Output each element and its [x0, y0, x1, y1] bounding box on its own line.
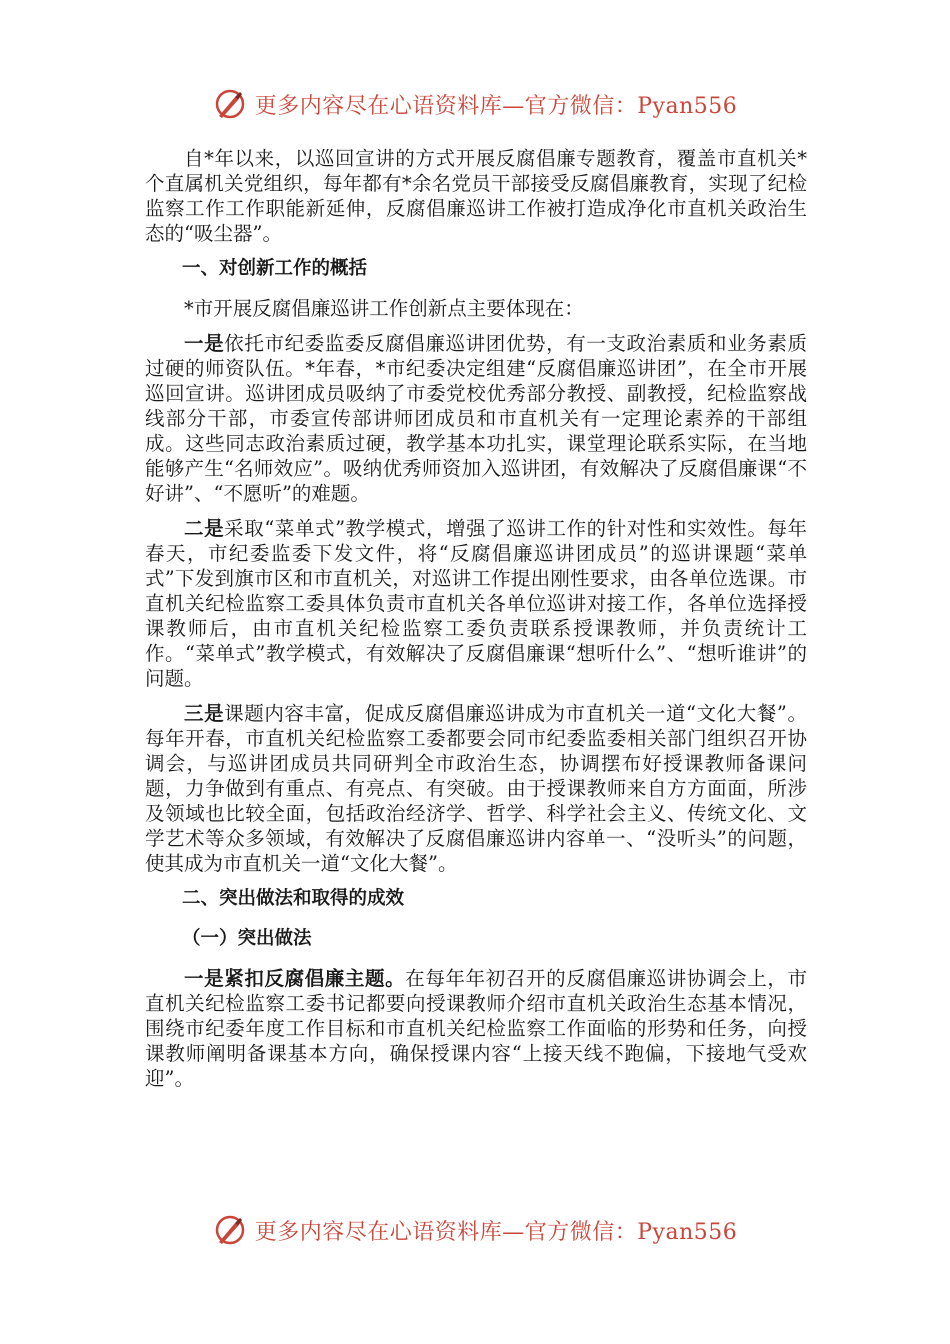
intro-paragraph: 自*年以来，以巡回宣讲的方式开展反腐倡廉专题教育，覆盖市直机关*个直属机关党组织，每年都有*余名党员干部接受反腐倡廉教育，实现了纪检监察工作工作职能新延伸，反腐倡廉巡讲工作被打造成净化市直机关政治生态的“吸尘器”。: [145, 147, 807, 245]
point-text-1: 依托市纪委监委反腐倡廉巡讲团优势，有一支政治素质和业务素质过硬的师资队伍。*年春，*市纪委决定组建“反腐倡廉巡讲团”，在全市开展巡回宣讲。巡讲团成员吸纳了市委党校优秀部分教授、副教授，纪检监察战线部分干部，市委宣传部讲师团成员和市直机关有一定理论素养的干部组成。这些同志政治素质过硬，教学基本功扎实，课堂理论联系实际，在当地能够产生“名师效应”。吸纳优秀师资加入巡讲团，有效解决了反腐倡廉课“不好讲”、“不愿听”的难题。: [145, 332, 807, 505]
pen-stroke-logo-icon: [213, 87, 247, 121]
point-lead-4: 一是紧扣反腐倡廉主题。: [184, 967, 406, 990]
banner-text: 更多内容尽在心语资料库—官方微信：Pyan556: [254, 1219, 738, 1245]
point-paragraph-4: [145, 966, 807, 1091]
subsection-heading-1: （一）突出做法: [182, 928, 312, 949]
section-heading-2: 二、突出做法和取得的成效: [182, 888, 405, 909]
point-lead-1: 一是: [184, 332, 225, 355]
banner-text: 更多内容尽在心语资料库—官方微信：Pyan556: [254, 93, 738, 119]
point-text-3: 课题内容丰富，促成反腐倡廉巡讲成为市直机关一道“文化大餐”。每年开春，市直机关纪检监察工委都要会同市纪委监委相关部门组织召开协调会，与巡讲团成员共同研判全市政治生态，协调摆布好授课教师备课问题，力争做到有重点、有亮点、有突破。由于授课教师来自方方面面，所涉及领域也比较全面，包括政治经济学、哲学、科学社会主义、传统文化、文学艺术等众多领域，有效解决了反腐倡廉巡讲内容单一、“没听头”的问题，使其成为市直机关一道“文化大餐”。: [145, 702, 807, 875]
section-heading-1: 一、对创新工作的概括: [182, 258, 368, 279]
point-lead-3: 三是: [184, 702, 225, 725]
point-lead-2: 二是: [184, 517, 225, 540]
footer-watermark-banner: [0, 1210, 950, 1250]
section1-lead-paragraph: *市开展反腐倡廉巡讲工作创新点主要体现在：: [184, 297, 584, 320]
header-watermark-banner: [0, 84, 950, 124]
point-text-4: 在每年年初召开的反腐倡廉巡讲协调会上，市直机关纪检监察工委书记都要向授课教师介绍市直机关政治生态基本情况，围绕市纪委年度工作目标和市直机关纪检监察工作面临的形势和任务，向授课教师阐明备课基本方向，确保授课内容“上接天线不跑偏，下接地气受欢迎”。: [145, 967, 807, 1090]
point-text-2: 采取“菜单式”教学模式，增强了巡讲工作的针对性和实效性。每年春天，市纪委监委下发文件，将“反腐倡廉巡讲团成员”的巡讲课题“菜单式”下发到旗市区和市直机关，对巡讲工作提出刚性要求，由各单位选课。市直机关纪检监察工委具体负责市直机关各单位巡讲对接工作，各单位选择授课教师后，由市直机关纪检监察工委负责联系授课教师，并负责统计工作。“菜单式”教学模式，有效解决了反腐倡廉课“想听什么”、“想听谁讲”的问题。: [145, 517, 807, 690]
document-body: [145, 146, 807, 1101]
point-paragraph-2: [145, 516, 807, 691]
pen-stroke-logo-icon: [213, 1213, 247, 1247]
point-paragraph-1: [145, 331, 807, 506]
point-paragraph-3: [145, 701, 807, 876]
